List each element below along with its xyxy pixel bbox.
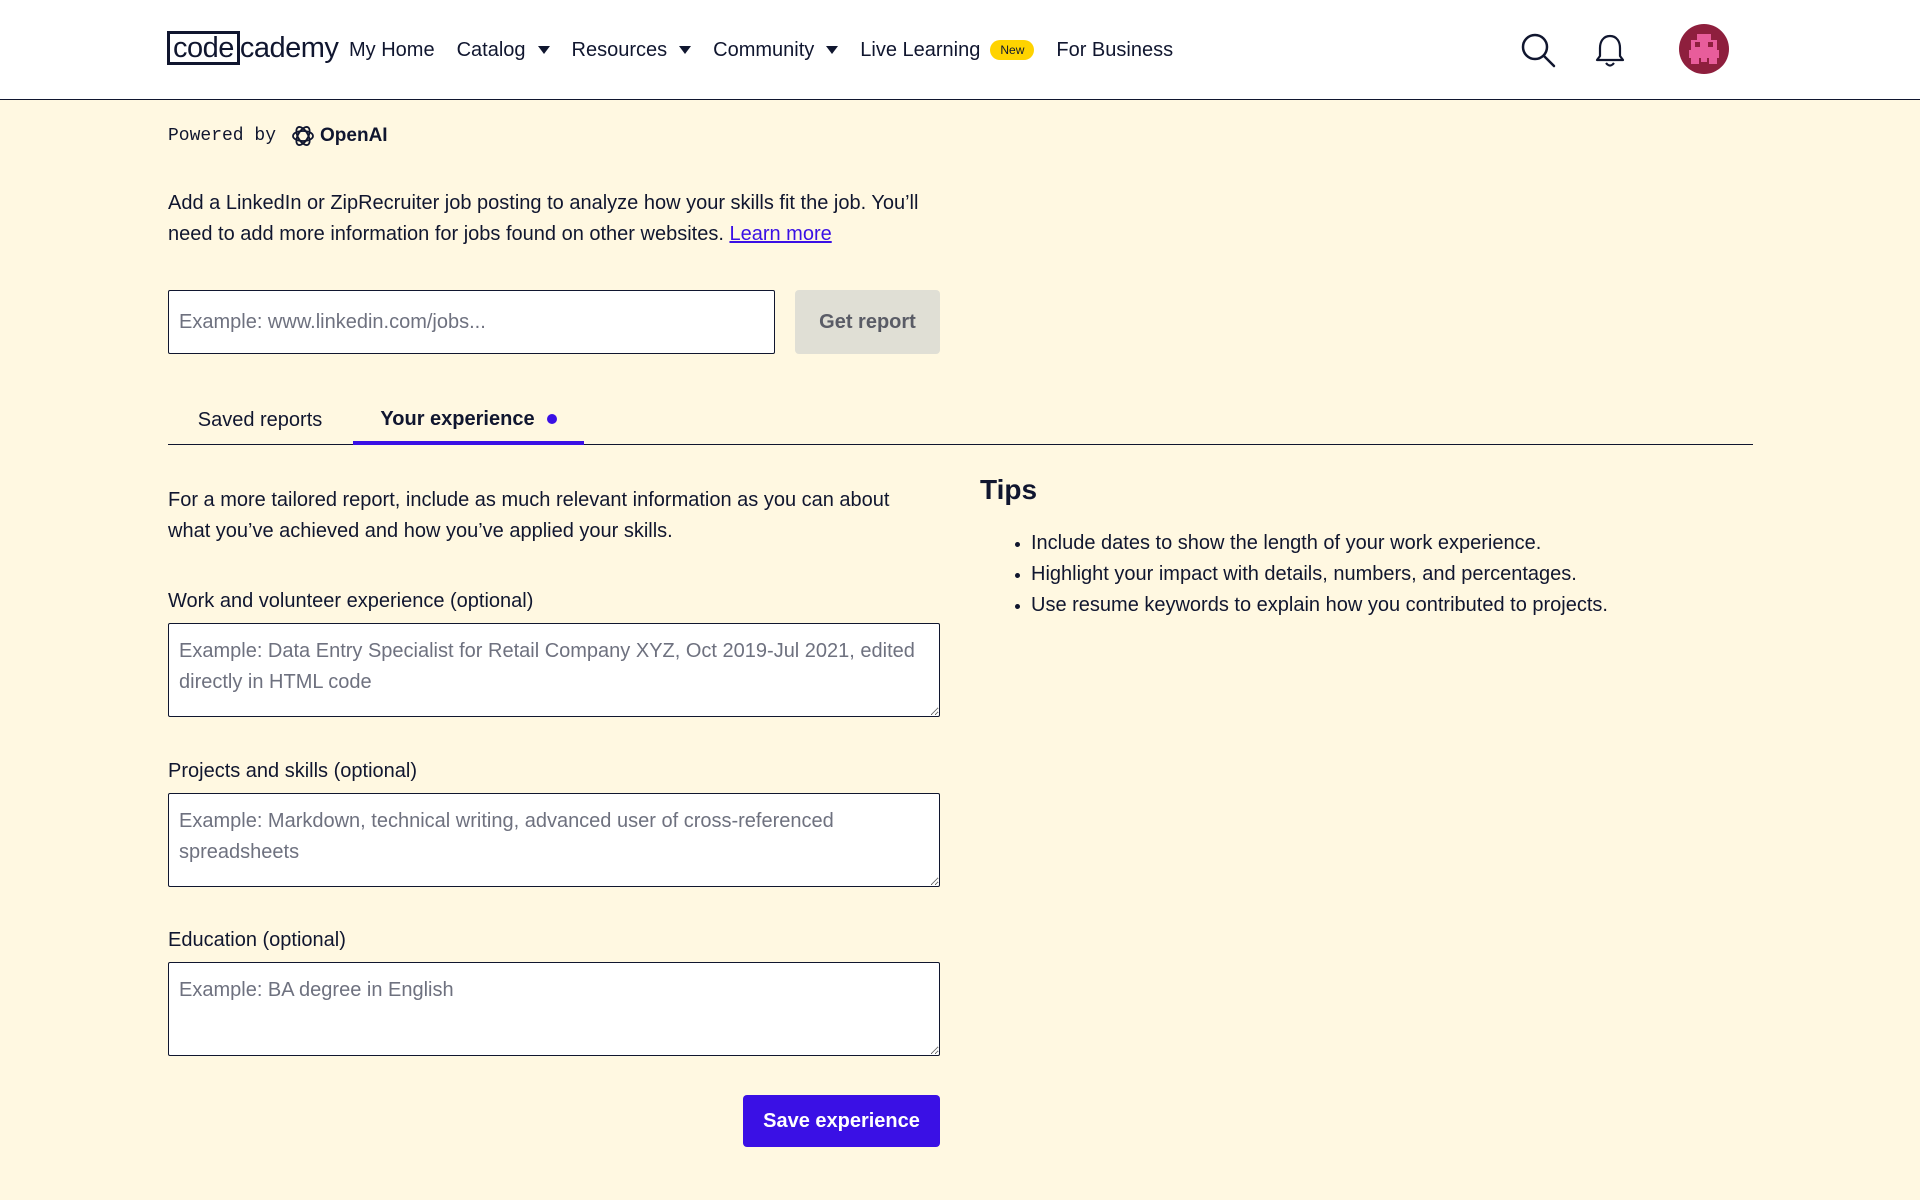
nav-for-business-label: For Business: [1056, 38, 1174, 61]
tab-your-experience-label: Your experience: [380, 407, 535, 430]
tab-saved-reports[interactable]: [168, 395, 352, 445]
bell-icon[interactable]: [1594, 33, 1626, 69]
nav-my-home-label: My Home: [349, 38, 435, 61]
codecademy-logo[interactable]: [167, 30, 338, 66]
education-field[interactable]: [168, 962, 940, 1056]
nav-for-business[interactable]: [1056, 39, 1173, 62]
caret-down-icon: [538, 46, 550, 54]
tip-item: Use resume keywords to explain how you contributed to projects.: [1012, 590, 1732, 621]
save-experience-button[interactable]: Save experience: [743, 1095, 940, 1147]
nav-resources[interactable]: [572, 39, 692, 62]
nav-live-learning[interactable]: [860, 39, 1034, 62]
education-label: Education (optional): [168, 929, 346, 951]
logo-boxed-text: code: [167, 31, 240, 65]
projects-skills-label: Projects and skills (optional): [168, 760, 417, 782]
nav-resources-label: Resources: [571, 38, 668, 61]
top-nav-bar: [0, 0, 1920, 100]
tip-item: Include dates to show the length of your work experience.: [1012, 528, 1732, 559]
intro-body: Add a LinkedIn or ZipRecruiter job posting to analyze how your skills fit the job. You’ll need to add more information for jobs found on other websites.: [168, 192, 919, 245]
nav-catalog[interactable]: [457, 39, 550, 62]
openai-brand-label: OpenAI: [320, 125, 388, 146]
search-icon[interactable]: [1520, 32, 1556, 68]
job-url-input[interactable]: [168, 290, 775, 354]
report-tabs: [168, 395, 1753, 445]
nav-live-learning-label: Live Learning: [860, 38, 981, 61]
tips-title: Tips: [980, 474, 1038, 505]
powered-by: [168, 122, 388, 150]
nav-community-label: Community: [713, 38, 815, 61]
nav-community[interactable]: [713, 39, 838, 62]
powered-by-label: Powered by: [168, 126, 277, 146]
caret-down-icon: [826, 46, 838, 54]
nav-my-home[interactable]: [349, 39, 435, 62]
openai-logo-icon: [290, 123, 316, 149]
new-badge: New: [990, 40, 1034, 60]
tips-list: [1012, 528, 1732, 621]
main-nav: [349, 0, 1173, 100]
logo-rest-text: cademy: [239, 32, 339, 64]
tip-item: Highlight your impact with details, numbers, and percentages.: [1012, 559, 1732, 590]
tab-saved-reports-label: Saved reports: [197, 408, 323, 431]
experience-help-text: For a more tailored report, include as much relevant information as you can about what you’ve achieved and how you’ve applied your skills.: [168, 489, 890, 542]
work-experience-field[interactable]: [168, 623, 940, 717]
unsaved-dot-icon: [547, 414, 557, 424]
openai-brand: [290, 123, 388, 149]
projects-skills-field[interactable]: [168, 793, 940, 887]
tab-your-experience[interactable]: [353, 395, 584, 445]
avatar[interactable]: [1679, 24, 1729, 74]
caret-down-icon: [679, 46, 691, 54]
intro-text: [168, 188, 928, 250]
nav-catalog-label: Catalog: [456, 38, 526, 61]
get-report-button[interactable]: Get report: [795, 290, 940, 354]
work-experience-label: Work and volunteer experience (optional): [168, 590, 534, 612]
learn-more-link[interactable]: Learn more: [729, 223, 832, 245]
avatar-figure-icon: [1679, 24, 1729, 74]
